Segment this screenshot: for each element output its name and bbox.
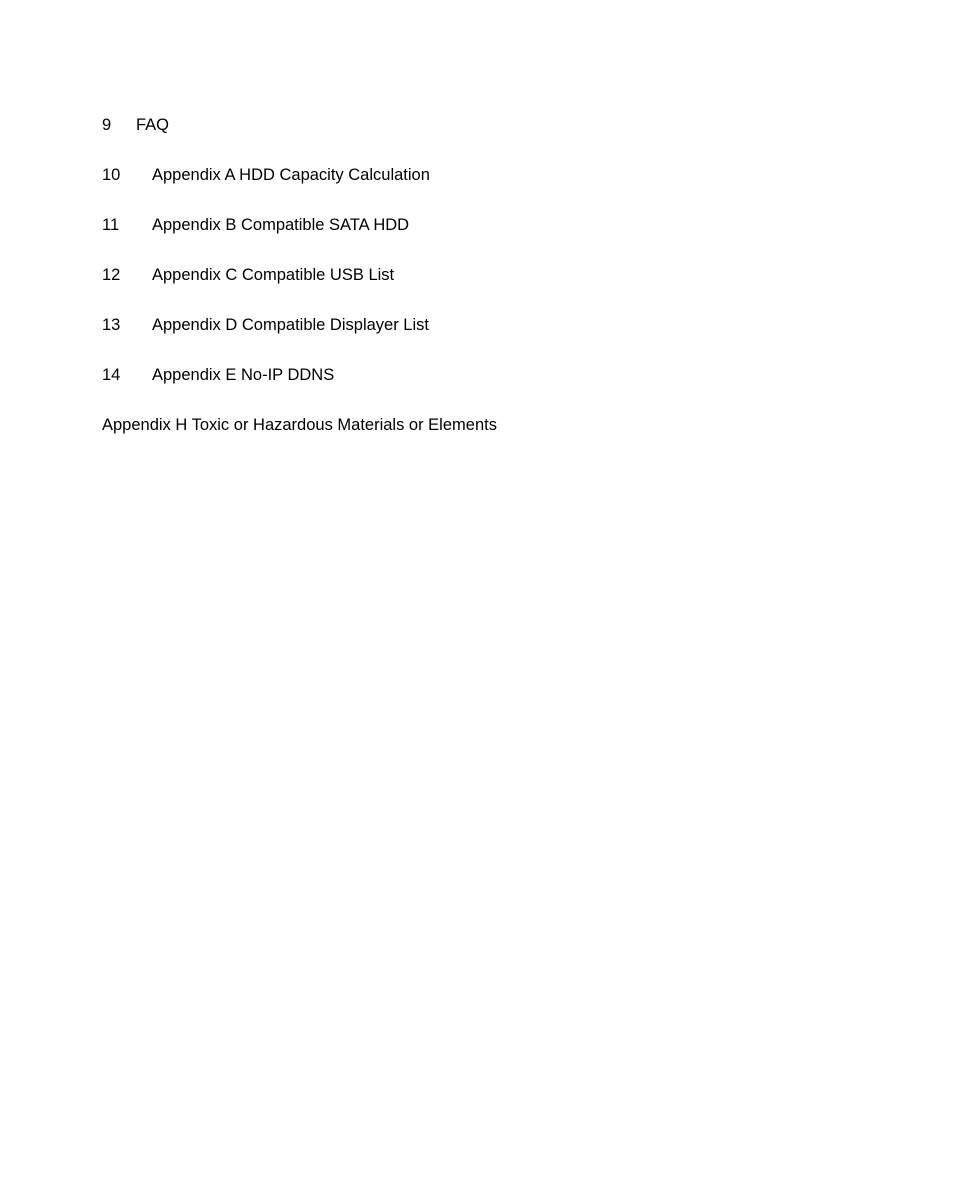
- toc-entry-appendix-b[interactable]: [102, 214, 862, 264]
- toc-entry-title: Appendix B Compatible SATA HDD: [152, 216, 410, 234]
- table-of-contents: [102, 114, 862, 414]
- toc-entry-number: 11: [102, 216, 120, 234]
- toc-entry-appendix-a[interactable]: [102, 164, 862, 214]
- toc-entry-title: Appendix C Compatible USB List: [152, 266, 395, 284]
- toc-entry-appendix-e[interactable]: [102, 364, 862, 414]
- toc-entry-number: 9: [102, 116, 112, 134]
- toc-entry-appendix-h[interactable]: Appendix H Toxic or Hazardous Materials or Elements: [102, 416, 497, 434]
- toc-entry-appendix-d[interactable]: [102, 314, 862, 364]
- toc-entry-appendix-c[interactable]: [102, 264, 862, 314]
- toc-entry-title: Appendix D Compatible Displayer List: [152, 316, 429, 334]
- toc-entry-number: 10: [102, 166, 121, 184]
- toc-entry-number: 13: [102, 316, 121, 334]
- toc-entry-title: Appendix E No-IP DDNS: [152, 366, 335, 384]
- toc-entry-number: 14: [102, 366, 121, 384]
- toc-entry-number: 12: [102, 266, 121, 284]
- toc-entry-title: FAQ: [136, 116, 170, 134]
- toc-entry-faq[interactable]: [102, 114, 862, 164]
- toc-entry-title: Appendix A HDD Capacity Calculation: [152, 166, 430, 184]
